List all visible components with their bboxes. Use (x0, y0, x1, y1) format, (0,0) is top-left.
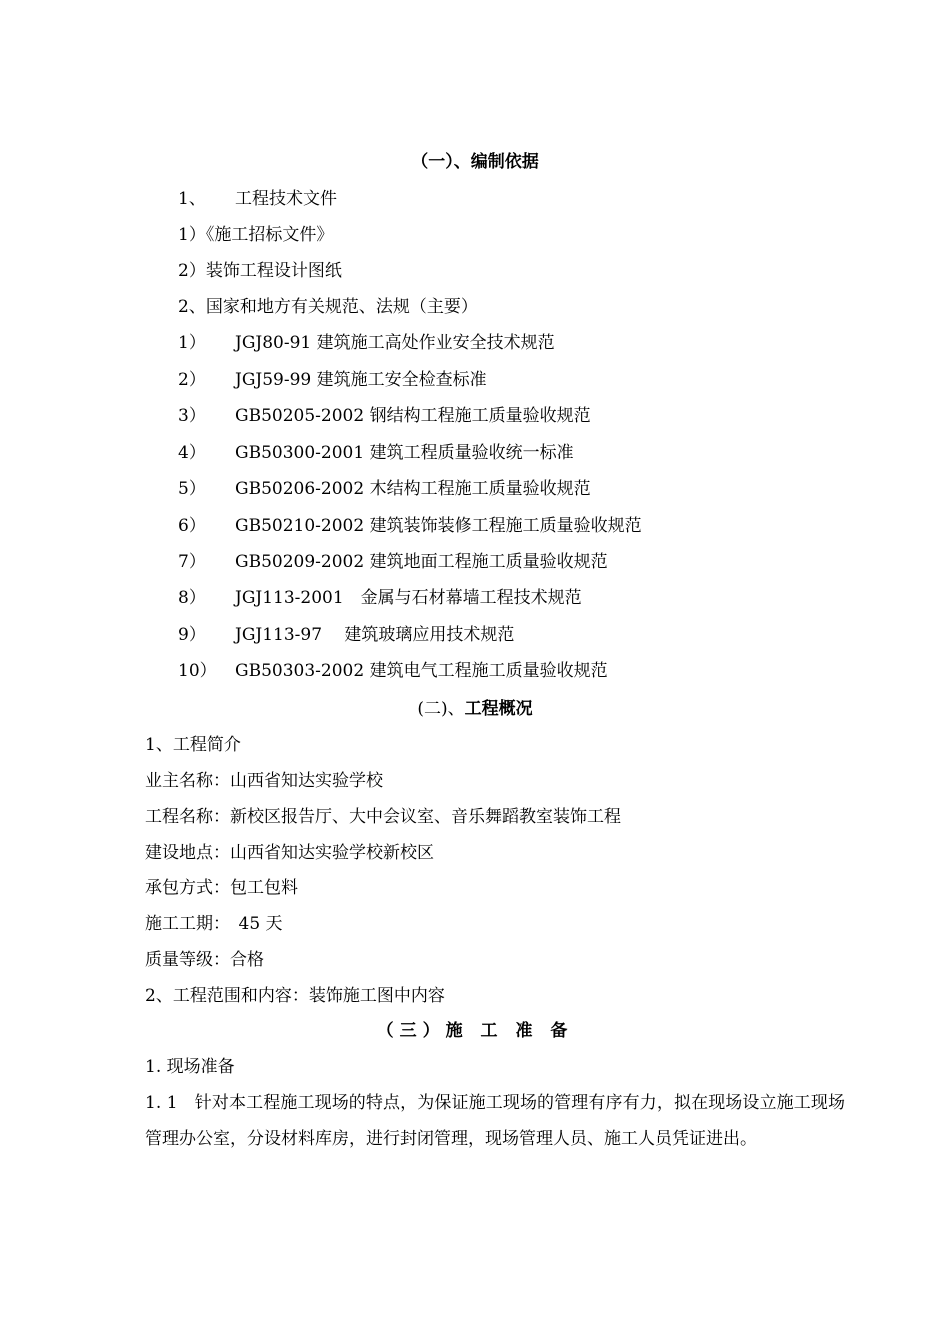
owner-name: 业主名称：山西省知达实验学校 (145, 771, 383, 791)
item-1-number: 1、 (178, 189, 206, 209)
standard-number: 10） (178, 661, 217, 681)
standard-number: 3） (178, 406, 206, 426)
site-preparation-paragraph: 1. 1 针对本工程施工现场的特点，为保证施工现场的管理有序有力，拟在现场设立施工现场管理办公室，分设材料库房，进行封闭管理，现场管理人员、施工人员凭证进出。 (145, 1093, 845, 1149)
standard-text: GB50303-2002 建筑电气工程施工质量验收规范 (235, 661, 608, 681)
site-preparation-heading: 1. 现场准备 (145, 1057, 235, 1077)
project-intro-heading: 1、工程简介 (145, 735, 241, 755)
standard-number: 7） (178, 552, 206, 572)
section-2-title-prefix: (二)、 (417, 699, 465, 719)
contract-mode: 承包方式：包工包料 (145, 878, 298, 898)
item-1-text: 工程技术文件 (235, 189, 337, 209)
item-1 (178, 187, 337, 211)
standard-item (178, 404, 591, 428)
item-2: 2、国家和地方有关规范、法规（主要） (178, 297, 478, 317)
construction-duration: 施工工期： 45 天 (145, 914, 283, 934)
standard-text: JGJ80-91 建筑施工高处作业安全技术规范 (235, 333, 555, 353)
standard-item (178, 623, 514, 647)
sub-item-1: 1）《施工招标文件》 (178, 225, 334, 245)
standard-item (178, 331, 555, 355)
standard-text: GB50300-2001 建筑工程质量验收统一标准 (235, 443, 574, 463)
standard-item (178, 368, 487, 392)
section-1-title: （一）、编制依据 (411, 152, 539, 172)
standard-item (178, 441, 574, 465)
standard-text: JGJ113-2001 金属与石材幕墙工程技术规范 (235, 588, 582, 608)
section-3-title: （三）施 工 准 备 (376, 1021, 574, 1041)
standard-number: 5） (178, 479, 206, 499)
standard-number: 6） (178, 516, 206, 536)
standard-number: 8） (178, 588, 206, 608)
standard-text: JGJ59-99 建筑施工安全检查标准 (235, 370, 487, 390)
standard-number: 1） (178, 333, 206, 353)
quality-grade: 质量等级：合格 (145, 950, 264, 970)
project-name: 工程名称：新校区报告厅、大中会议室、音乐舞蹈教室装饰工程 (145, 807, 621, 827)
standard-text: GB50205-2002 钢结构工程施工质量验收规范 (235, 406, 591, 426)
standard-text: GB50209-2002 建筑地面工程施工质量验收规范 (235, 552, 608, 572)
standard-number: 9） (178, 625, 206, 645)
standard-item (178, 659, 608, 683)
standard-text: JGJ113-97 建筑玻璃应用技术规范 (235, 625, 515, 645)
sub-item-2: 2）装饰工程设计图纸 (178, 261, 342, 281)
standard-item (178, 586, 582, 610)
project-scope: 2、工程范围和内容：装饰施工图中内容 (145, 986, 445, 1006)
section-2-title-main: 工程概况 (464, 699, 533, 719)
standard-number: 4） (178, 443, 206, 463)
standard-item (178, 514, 642, 538)
construction-location: 建设地点：山西省知达实验学校新校区 (145, 843, 434, 863)
standard-text: GB50206-2002 木结构工程施工质量验收规范 (235, 479, 591, 499)
standard-text: GB50210-2002 建筑装饰装修工程施工质量验收规范 (235, 516, 642, 536)
standard-number: 2） (178, 370, 206, 390)
standard-item (178, 550, 608, 574)
section-2-title (0, 697, 950, 721)
standard-item (178, 477, 591, 501)
